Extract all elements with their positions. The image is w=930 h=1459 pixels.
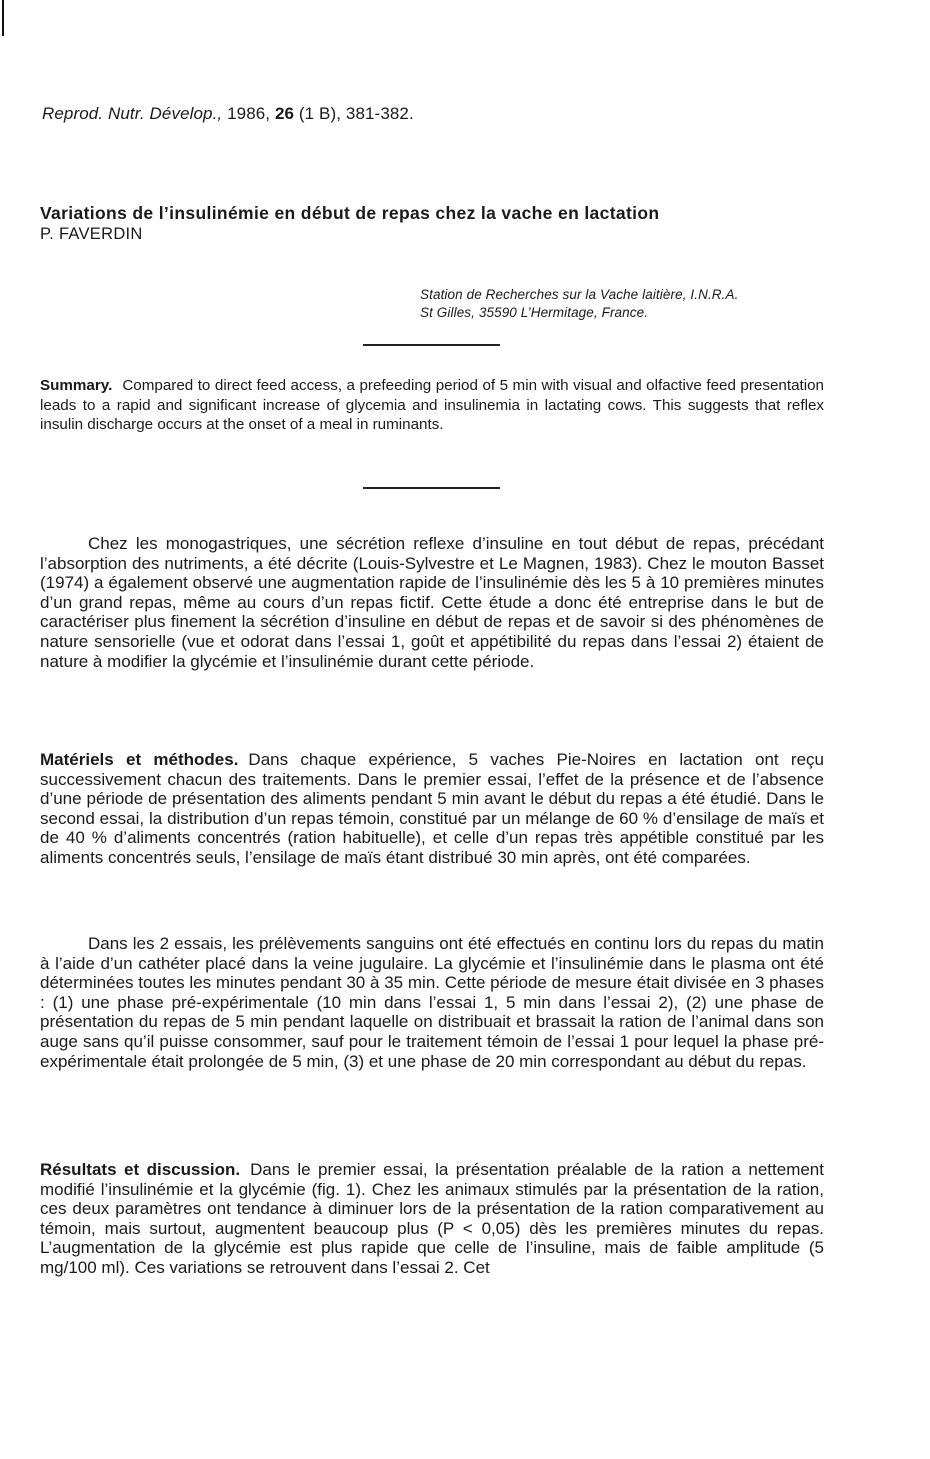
intro-paragraph: Chez les monogastriques, une sécrétion reflexe d’insuline en tout début de repas, précédant l’absorption des nutriments, a été décrite (Louis-Sylvestre et Le Magnen, 1983). Chez le mouton Basset (1974) a également observé une augmentation rapide de l’insulinémie dès les 5 à 10 premières minutes d’un grand repas, même au cours d’un repas fictif. Cette étude a donc été entreprise dans le but de caractériser plus finement la sécrétion d’insuline en début de repas et de savoir si des phénomènes de nature sensorielle (vue et odorat dans l’essai 1, goût et appétibilité du repas dans l’essai 2) étaient de nature à modifier la glycémie et l’insulinémie durant cette période. <box>40 534 824 671</box>
summary-text: Compared to direct feed access, a prefeeding period of 5 min with visual and olfactive feed presentation leads to a rapid and significant increase of glycemia and insulinemia in lactating cows. This suggests that reflex insulin discharge occurs at the onset of a meal in ruminants. <box>40 377 824 433</box>
journal-reference <box>42 104 414 124</box>
separator-rule-bottom <box>363 487 500 489</box>
methods-text-1: Dans chaque expérience, 5 vaches Pie-Noires en lactation ont reçu successivement chacun des traitements. Dans le premier essai, l’effet de la présence et de l’absence d’une période de présentation des aliments pendant 5 min avant le début du repas a été étudié. Dans le second essai, la distribution d’un repas témoin, constitué par un mélange de 60 % d’ensilage de maïs et de 40 % d’aliments concentrés (ration habituelle), et celle d’un repas très appétible constitué par les aliments concentrés seuls, l’ensilage de maïs étant distribué 30 min après, ont été comparées. <box>40 750 824 867</box>
affiliation-line-2: St Gilles, 35590 L’Hermitage, France. <box>420 305 649 320</box>
summary-label: Summary. <box>40 377 113 394</box>
journal-issue-pages: (1 B), 381-382. <box>298 104 414 123</box>
results-text: Dans le premier essai, la présentation préalable de la ration a nettement modifié l’insulinémie et la glycémie (fig. 1). Chez les animaux stimulés par la présentation de la ration, ces deux paramètres ont tendance à diminuer lors de la présentation de la ration comparativement au témoin, mais surtout, augmentent beaucoup plus (P < 0,05) dès les premières minutes du repas. L’augmentation de la glycémie est plus rapide que celle de l’insuline, mais de faible amplitude (5 mg/100 ml). Ces variations se retrouvent dans l’essai 2. Cet <box>40 1160 824 1277</box>
journal-volume: 26 <box>274 104 295 123</box>
affiliation-line-1: Station de Recherches sur la Vache laitière, I.N.R.A. <box>420 287 739 302</box>
separator-rule-top <box>363 344 500 346</box>
affiliation <box>420 286 738 322</box>
scan-edge-mark <box>2 0 4 36</box>
methods-paragraph <box>40 750 824 868</box>
results-heading: Résultats et discussion. <box>40 1160 241 1179</box>
results-paragraph <box>40 1160 824 1278</box>
author-name: P. FAVERDIN <box>40 225 143 243</box>
methods-paragraph-2: Dans les 2 essais, les prélèvements sanguins ont été effectués en continu lors du repas du matin à l’aide d’un cathéter placé dans la veine jugulaire. La glycémie et l’insulinémie dans le plasma ont été déterminées toutes les minutes pendant 30 à 35 min. Cette période de mesure était divisée en 3 phases : (1) une phase pré-expérimentale (10 min dans l’essai 1, 5 min dans l’essai 2), (2) une phase de présentation du repas de 5 min pendant laquelle on distribuait et brassait la ration de l’animal dans son auge sans qu’il puisse consommer, sauf pour le traitement témoin de l’essai 1 pour lequel la phase pré-expérimentale était prolongée de 5 min, (3) et une phase de 20 min correspondant au début du repas. <box>40 934 824 1071</box>
summary-block <box>40 376 824 435</box>
journal-year: 1986, <box>227 104 271 123</box>
article-title: Variations de l’insulinémie en début de repas chez la vache en lactation <box>40 203 660 223</box>
methods-heading: Matériels et méthodes. <box>40 750 239 769</box>
journal-name: Reprod. Nutr. Dévelop., <box>42 104 223 123</box>
